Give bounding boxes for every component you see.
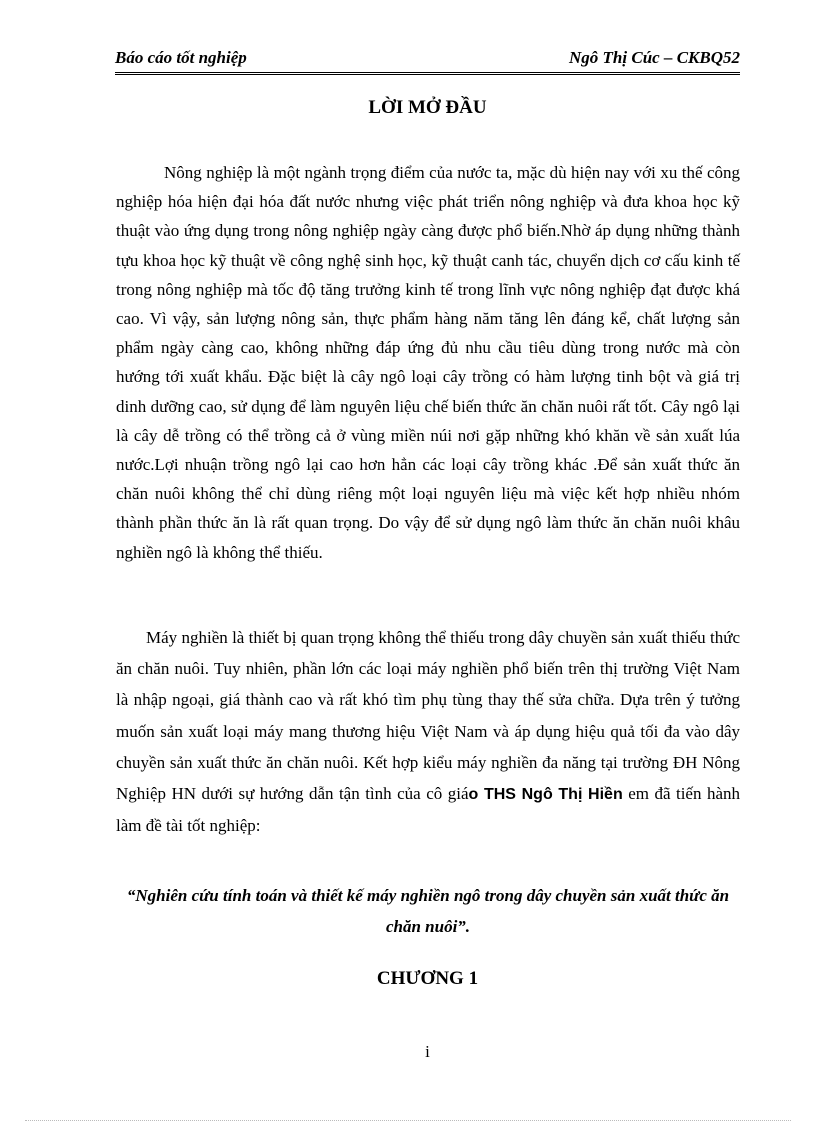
- paragraph-machine-end: em đã tiến hành làm đề tài tốt nghiệp:: [116, 784, 740, 836]
- paragraph-machine: [116, 622, 740, 841]
- section-title: LỜI MỞ ĐẦU: [368, 97, 487, 118]
- header-author: Ngô Thị Cúc – CKBQ52: [569, 48, 740, 67]
- header-report-title: Báo cáo tốt nghiệp: [115, 48, 247, 67]
- chapter-heading: CHƯƠNG 1: [376, 968, 479, 989]
- page-number: i: [425, 1042, 430, 1061]
- supervisor-name: o THS Ngô Thị Hiền: [468, 786, 623, 804]
- footer-divider: [25, 1120, 791, 1121]
- page-header: [115, 48, 740, 75]
- thesis-topic-quote: “Nghiên cứu tính toán và thiết kế máy nghiền ngô trong dây chuyền sản xuất thức ăn chăn nuôi”.: [126, 886, 730, 936]
- paragraph-machine-text: Máy nghiền là thiết bị quan trọng không thể thiếu trong dây chuyền sản xuất thiếu thức ăn chăn nuôi. Tuy nhiên, phần lớn các loại máy nghiền phổ biến trên thị trường Việt Nam là nhập ngoại, giá thành cao và rất khó tìm phụ tùng thay thế sửa chữa. Dựa trên ý tưởng muốn sản xuất loại máy mang thương hiệu Việt Nam và áp dụng hiệu quả tối đa vào dây chuyền sản xuất thức ăn chăn nuôi. Kết hợp kiểu máy nghiền đa năng tại trường ĐH Nông Nghiệp HN dưới sự hướng dẫn tận tình của cô giá: [116, 628, 740, 804]
- paragraph-intro: Nông nghiệp là một ngành trọng điểm của nước ta, mặc dù hiện nay với xu thế công nghiệp hóa hiện đại hóa đất nước nhưng việc phát triển nông nghiệp và đưa khoa học kỹ thuật vào ứng dụng trong nông nghiệp ngày càng được phổ biến.Nhờ áp dụng những thành tựu khoa học kỹ thuật về công nghệ sinh học, kỹ thuật canh tác, chuyển dịch cơ cấu kinh tế trong nông nghiệp mà tốc độ tăng trưởng kinh tế trong lĩnh vực nông nghiệp đạt được khá cao. Vì vậy, sản lượng nông sản, thực phẩm hàng năm tăng lên đáng kể, chất lượng sản phẩm ngày càng cao, không những đáp ứng đủ nhu cầu tiêu dùng trong nước mà còn hướng tới xuất khẩu. Đặc biệt là cây ngô loại cây trồng có hàm lượng tinh bột và giá trị dinh dưỡng cao, sử dụng để làm nguyên liệu chế biến thức ăn chăn nuôi rất tốt. Cây ngô lại là cây dễ trồng có thể trồng cả ở vùng miền núi nơi gặp những khó khăn về sản xuất lúa nước.Lợi nhuận trồng ngô lại cao hơn hẳn các loại cây trồng khác .Để sản xuất thức ăn chăn nuôi không thể chỉ dùng riêng một loại nguyên liệu mà việc kết hợp nhiều nhóm thành phần thức ăn là rất quan trọng. Do vậy để sử dụng ngô làm thức ăn chăn nuôi khâu nghiền ngô là không thể thiếu.: [116, 163, 740, 562]
